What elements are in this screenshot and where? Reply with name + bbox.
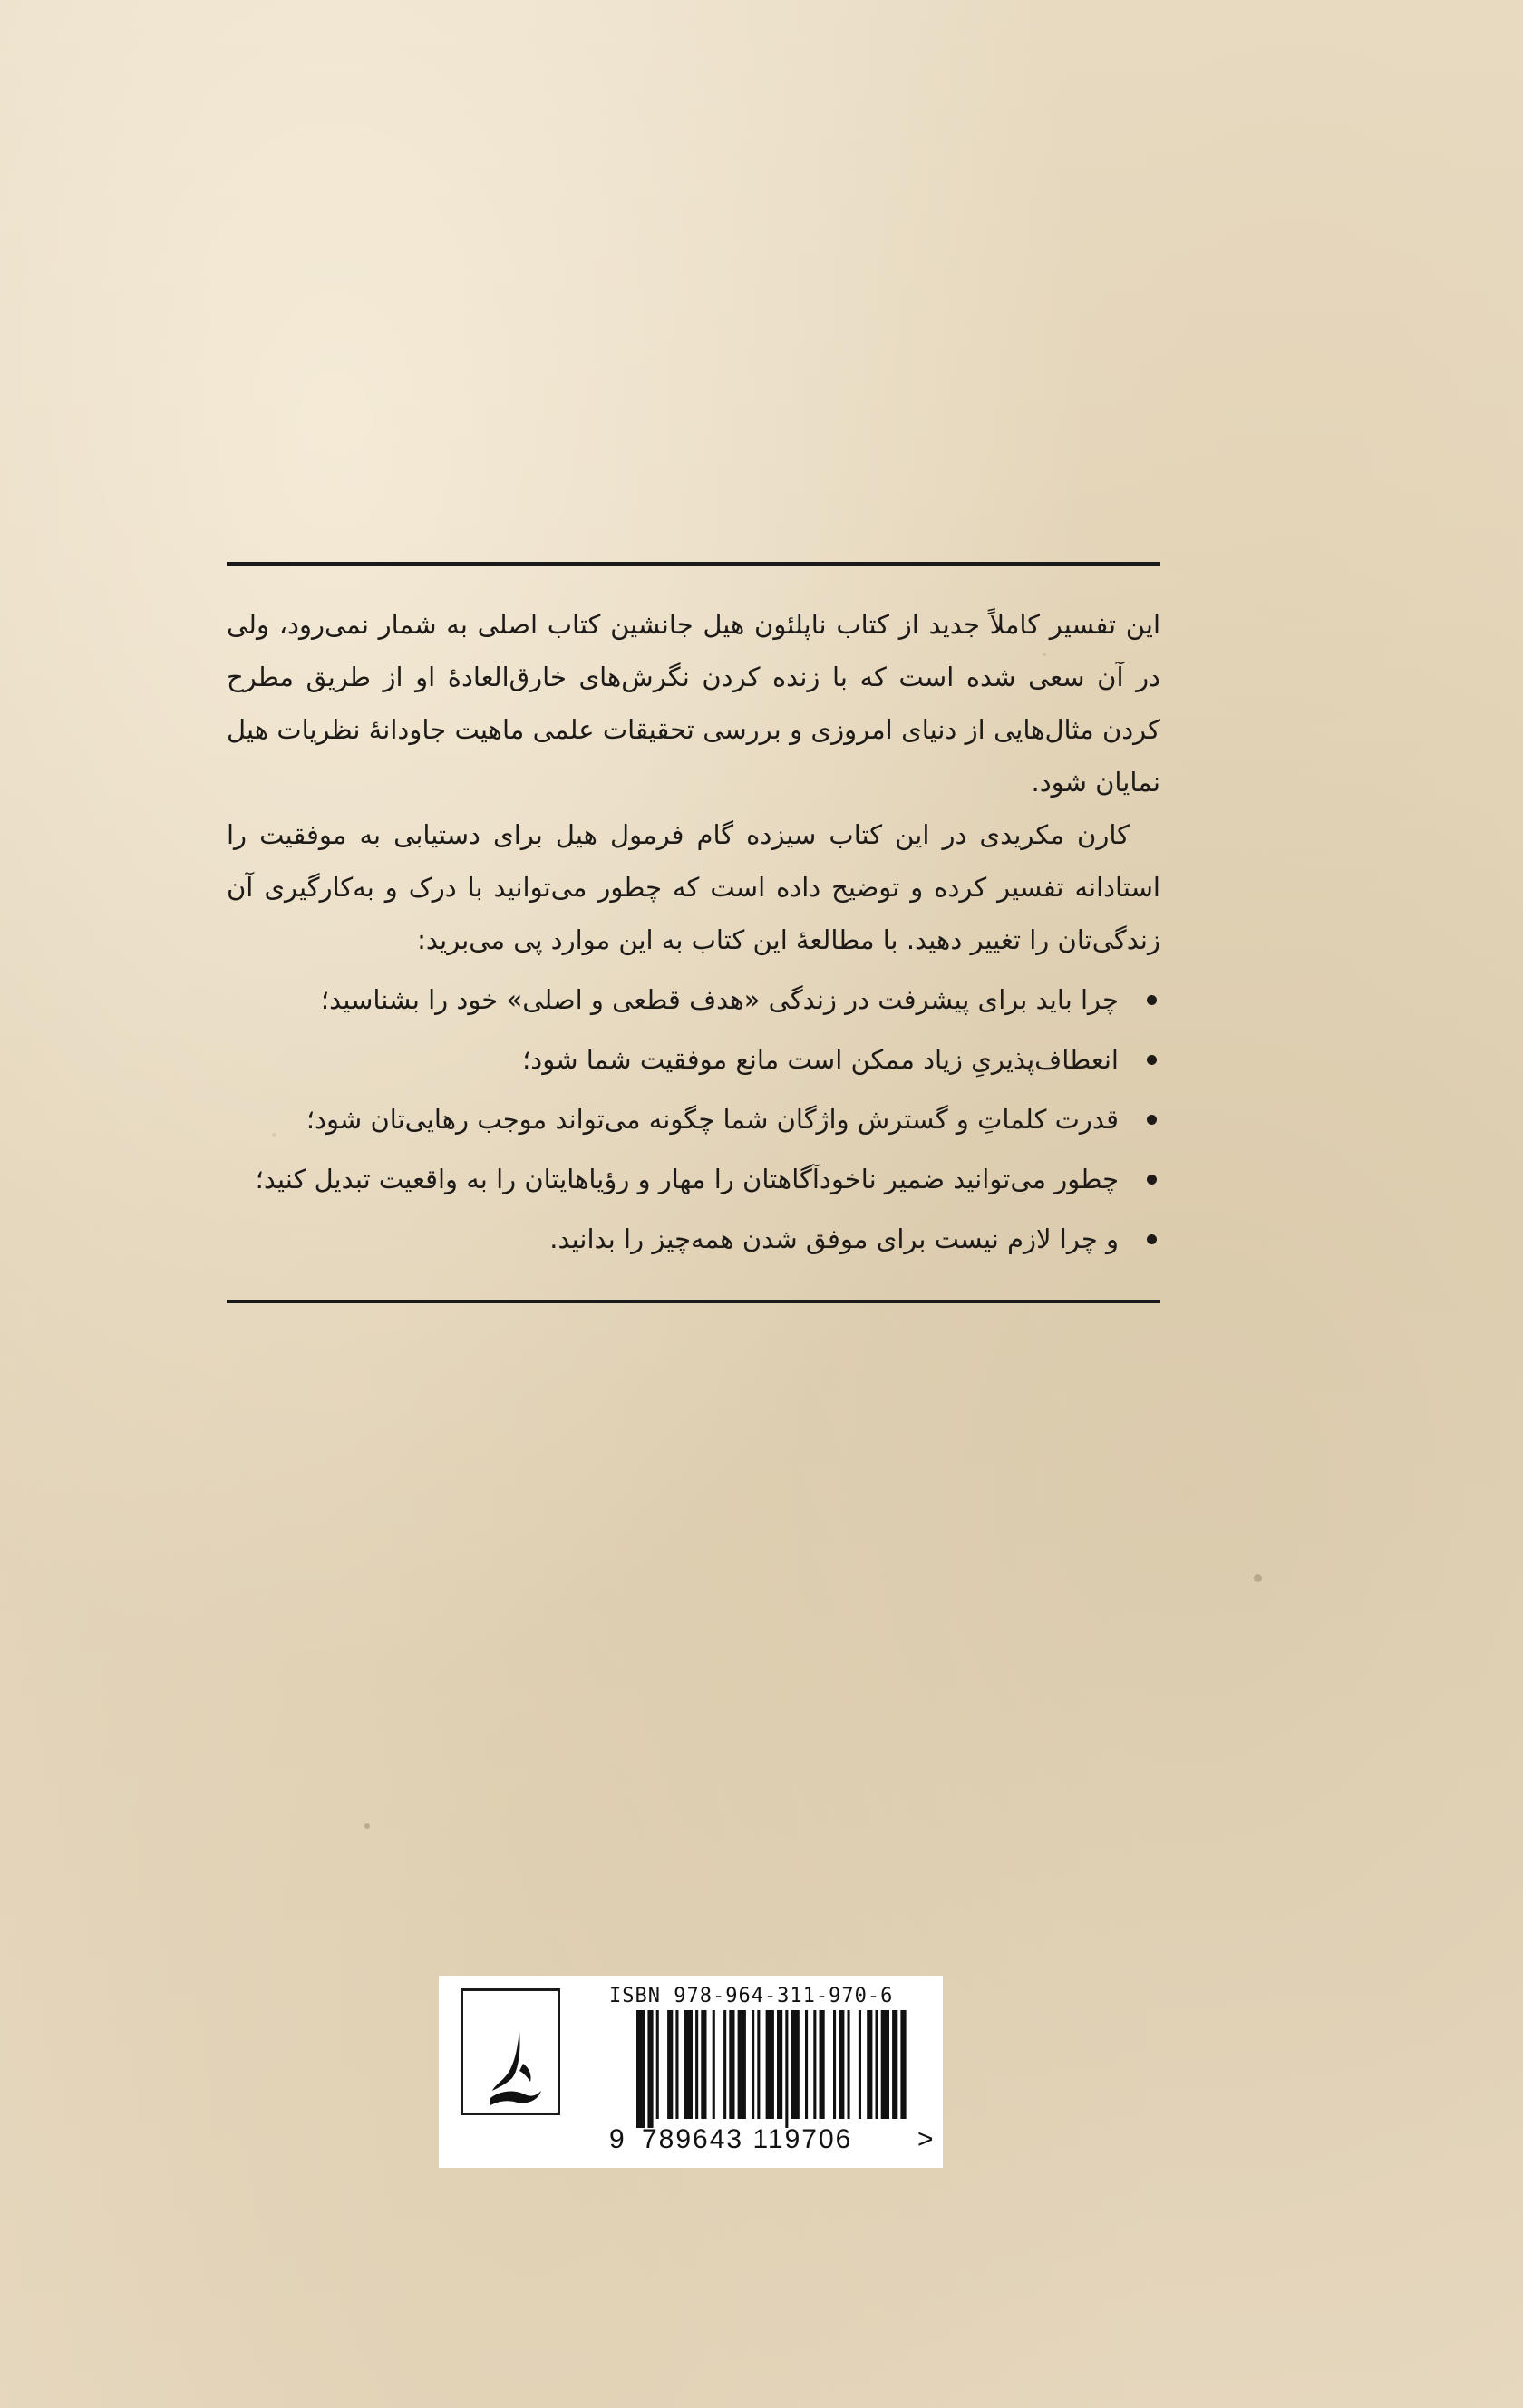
publisher-bird-logo-icon (483, 2027, 547, 2118)
list-item (227, 1153, 1160, 1205)
description-paragraph-1: این تفسیر کاملاً جدید از کتاب ناپلئون هیل جانشین کتاب اصلی به شمار نمی‌رود، ولی در آن سعی شده است که با زنده کردن نگرش‌های خارق‌العادهٔ او از طریق مطرح کردن مثال‌هایی از دنیای امروزی و بررسی تحقیقات علمی ماهیت جاودانهٔ نظریات هیل نمایان شود. (227, 609, 1160, 798)
description-paragraph-2: کارن مکریدی در این کتاب سیزده گام فرمول هیل برای دستیابی به موفقیت را استادانه تفسیر کرده و توضیح داده است که چطور می‌توانید با درک و به‌کارگیری آن زندگی‌تان را تغییر دهید. با مطالعهٔ این کتاب به این موارد پی می‌برید: (227, 819, 1160, 955)
paper-spot (364, 1823, 370, 1829)
barcode-arrow: > (917, 2124, 934, 2154)
list-item-text: چرا باید برای پیشرفت در زندگی «هدف قطعی و اصلی» خود را بشناسید؛ (320, 984, 1119, 1015)
barcode-bar (805, 2010, 808, 2119)
bullet-icon (1147, 995, 1157, 1005)
benefit-list (227, 973, 1160, 1265)
list-item-text: انعطاف‌پذیریِ زیاد ممکن است مانع موفقیت شما شود؛ (522, 1044, 1119, 1075)
barcode-bar (859, 2010, 861, 2119)
barcode-bar (723, 2010, 726, 2119)
barcode-bar (667, 2010, 673, 2119)
list-item (227, 973, 1160, 1026)
barcode-bar (752, 2010, 754, 2119)
barcode-bar (892, 2010, 897, 2119)
barcode-bar (757, 2010, 760, 2119)
barcode-bar (636, 2010, 645, 2128)
barcode-bar (813, 2010, 816, 2119)
isbn-number: ISBN 978-964-311-970-6 (609, 1985, 894, 2007)
barcode-bar (876, 2010, 878, 2119)
barcode-bar (695, 2010, 698, 2119)
barcode-bar (848, 2010, 850, 2119)
barcode-bar (839, 2010, 844, 2119)
barcode-bar (713, 2010, 715, 2119)
barcode-digit-first: 9 (609, 2124, 625, 2154)
list-item-text: چطور می‌توانید ضمیر ناخودآگاهتان را مهار و رؤیاهایتان را به واقعیت تبدیل کنید؛ (255, 1164, 1119, 1194)
barcode-bar (766, 2010, 774, 2119)
barcode-bar (833, 2010, 836, 2119)
description-text (227, 566, 1160, 1300)
list-item (227, 1093, 1160, 1146)
barcode-bar (791, 2010, 800, 2119)
barcode-digits-rest: 789643 119706 (642, 2124, 853, 2154)
barcode-bar (881, 2010, 889, 2119)
bullet-icon (1147, 1175, 1157, 1185)
back-cover-description (227, 562, 1160, 1303)
barcode-bar (647, 2010, 653, 2128)
barcode-bar (675, 2010, 678, 2119)
barcode-bar (777, 2010, 782, 2119)
bottom-rule (227, 1300, 1160, 1303)
paper-spot (1254, 1574, 1262, 1582)
barcode-bar (738, 2010, 746, 2119)
barcode-bar (785, 2010, 788, 2128)
barcode-bar (684, 2010, 693, 2119)
barcode-bars (636, 2010, 908, 2128)
barcode-bar (729, 2010, 734, 2119)
barcode-bar (656, 2010, 659, 2119)
barcode-bar (820, 2010, 825, 2119)
barcode-bar (900, 2010, 906, 2119)
publisher-logo (461, 1988, 560, 2115)
list-item (227, 1213, 1160, 1265)
bullet-icon (1147, 1234, 1157, 1244)
list-item-text: و چرا لازم نیست برای موفق شدن همه‌چیز را بدانید. (549, 1223, 1119, 1254)
bullet-icon (1147, 1055, 1157, 1065)
list-item (227, 1033, 1160, 1086)
isbn-barcode-panel (439, 1976, 943, 2168)
list-item-text: قدرت کلماتِ و گسترش واژگان شما چگونه می‌تواند موجب رهایی‌تان شود؛ (306, 1104, 1119, 1135)
barcode-bar (701, 2010, 706, 2119)
bullet-icon (1147, 1115, 1157, 1125)
barcode-bar (867, 2010, 872, 2119)
